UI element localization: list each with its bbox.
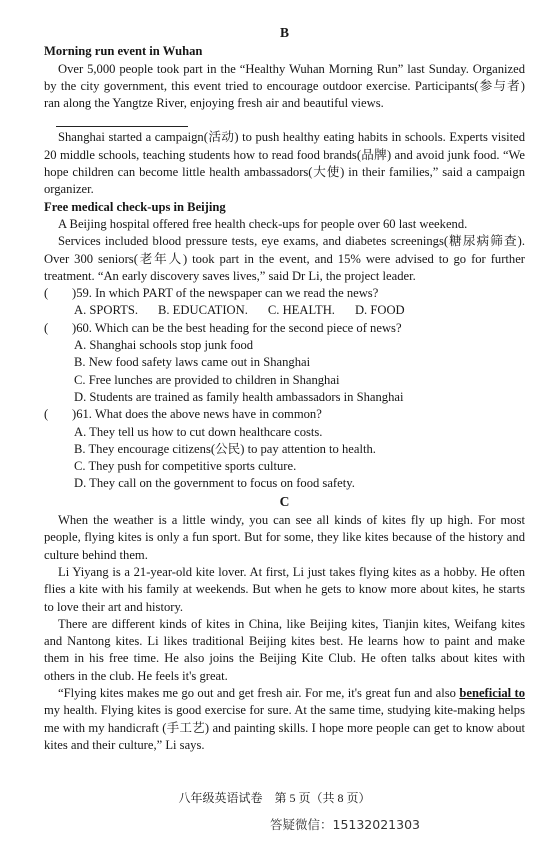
question-59-stem: )59. In which PART of the newspaper can we read the news? [72,286,379,301]
news2-heading-blank [56,114,188,127]
option-60-c: C. Free lunches are provided to children in Shanghai [74,372,340,387]
question-59-options [44,302,525,319]
option-59-d: D. FOOD [354,303,405,318]
news3-heading: Free medical check-ups in Beijing [44,199,226,214]
section-c-label: C [279,493,290,509]
passage-c-paragraph-1: When the weather is a little windy, you can see all kinds of kites fly up high. For most people, flying kites is only a fun sport. But for some, they like kites because of the history and culture behind them. [44,513,525,562]
paragraph-4-start: “Flying kites makes me go out and get fresh air. For me, it's great fun and also [58,685,456,700]
option-59-a: A. SPORTS. [74,303,138,318]
section-b-label: B [279,25,289,40]
option-60-d: D. Students are trained as family health ambassadors in Shanghai [74,389,404,404]
answer-blank-60[interactable]: ( [44,320,49,335]
paragraph-4-end: my health. Flying kites is good exercise for sure. At the same time, studying kite-making helps me with my handicraft (手工艺) and painting skills. I hope more people can get to know about kites and their culture,” Li says. [44,703,525,752]
underlined-phrase: beneficial to [459,685,525,700]
option-59-c: C. HEALTH. [267,303,335,318]
contact-info: 答疑微信：15132021303 [270,817,420,832]
news2-text: Shanghai started a campaign(活动) to push healthy eating habits in schools. Experts visited 20 middle schools, teaching students how to read food brands(品牌) and avoid junk food. “We hope children can become little health ambassadors(大使) in their families,” said a campaign organizer. [44,130,525,197]
question-61-options [44,424,525,493]
option-59-b: B. EDUCATION. [157,303,248,318]
question-60-stem: )60. Which can be the best heading for the second piece of news? [72,320,402,335]
question-61 [44,406,525,423]
option-61-c: C. They push for competitive sports culture. [74,459,297,474]
option-61-b: B. They encourage citizens(公民) to pay attention to health. [74,441,376,456]
answer-blank-59[interactable]: ( [44,286,49,301]
page-footer: 八年级英语试卷 第 5 页（共 8 页） [178,791,371,805]
news1-heading: Morning run event in Wuhan [44,44,203,59]
question-60 [44,320,525,337]
passage-c-paragraph-4 [44,685,525,754]
option-60-b: B. New food safety laws came out in Shanghai [74,355,311,370]
question-60-options [44,337,525,406]
option-61-d: D. They call on the government to focus on food safety. [74,476,355,491]
passage-c-paragraph-2: Li Yiyang is a 21-year-old kite lover. At first, Li just takes flying kites as a hobby. He often flies a kite with his family at weekends. But when he gets to know more about kites, he starts to love their art and history. [44,564,525,614]
option-61-a: A. They tell us how to cut down healthcare costs. [74,424,323,439]
question-59 [44,285,525,302]
option-60-a: A. Shanghai schools stop junk food [74,338,254,353]
news3-text1: A Beijing hospital offered free health check-ups for people over 60 last weekend. [58,216,468,231]
news3-text2: Services included blood pressure tests, eye exams, and diabetes screenings(糖尿病筛查). Over 300 seniors(老年人) took part in the event, and 15% were advised to go for further treatment. “An early discovery saves lives,” said Dr Li, the project leader. [44,234,525,283]
answer-blank-61[interactable]: ( [44,407,49,422]
news1-text: Over 5,000 people took part in the “Healthy Wuhan Morning Run” last Sunday. Organized by the city government, this event tried to encourage outdoor exercise. Participants(参与者) ran along the Yangtze River, enjoying fresh air and beautiful views. [44,61,525,111]
question-61-stem: )61. What does the above news have in common? [72,407,322,422]
passage-c-paragraph-3: There are different kinds of kites in China, like Beijing kites, Tianjin kites, Weifang kites and Nantong kites. Li likes traditional Beijing kites best. He learns how to paint and make them in his free time. He also joins the Beijing Kite Club. He often talks about kites with others in the club. He feels it's great. [44,616,525,683]
